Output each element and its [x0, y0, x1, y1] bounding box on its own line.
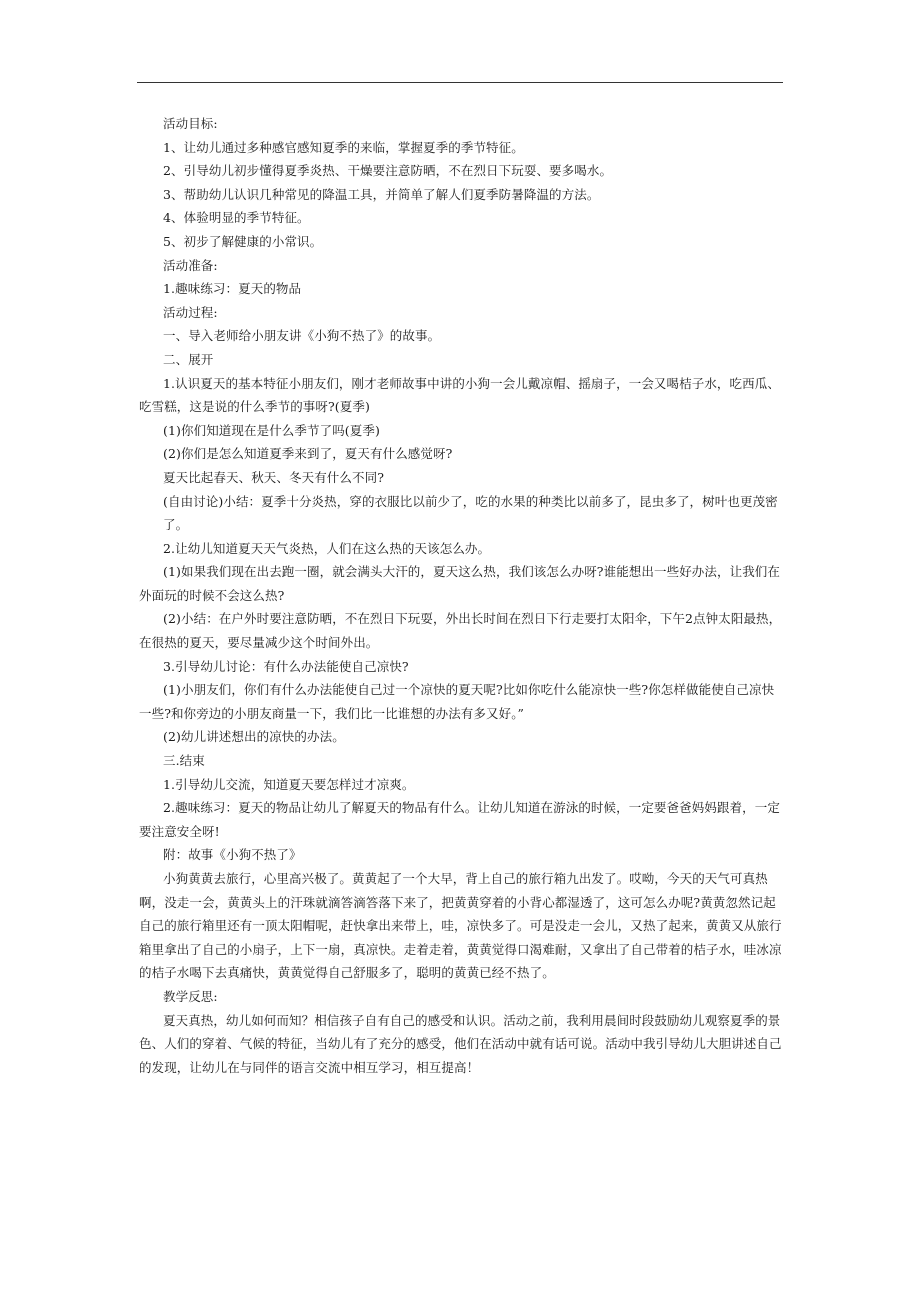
paragraph: (1)小朋友们，你们有什么办法能使自己过一个凉快的夏天呢?比如你吃什么能凉快一些?你怎样做能使自己凉快一些?和你旁边的小朋友商量一下，我们比一比谁想的办法有多又好。” [139, 682, 775, 721]
paragraph: 活动目标: [163, 116, 218, 131]
paragraph: 2.让幼儿知道夏天天气炎热，人们在这么热的天该怎么办。 [163, 540, 491, 556]
paragraph: 5、初步了解健康的小常识。 [163, 233, 323, 249]
paragraph: 4、体验明显的季节特征。 [163, 210, 310, 226]
paragraph: 活动准备: [163, 257, 218, 273]
paragraph: (自由讨论)小结：夏季十分炎热，穿的衣服比以前少了，吃的水果的种类比以前多了，昆虫多了，树叶也更茂密了。 [163, 493, 778, 533]
paragraph: 3、帮助幼儿认识几种常见的降温工具，并简单了解人们夏季防暑降温的方法。 [163, 186, 600, 202]
paragraph: 1.认识夏天的基本特征小朋友们，刚才老师故事中讲的小狗一会儿戴凉帽、摇扇子，一会又喝桔子水，吃西瓜、吃雪糕，这是说的什么季节的事呀?(夏季) [139, 375, 780, 415]
paragraph: 一、导入老师给小朋友讲《小狗不热了》的故事。 [163, 328, 441, 344]
paragraph: 夏天真热，幼儿如何而知？相信孩子自有自己的感受和认识。活动之前，我利用晨间时段鼓励幼儿观察夏季的景色、人们的穿着、气候的特征，当幼儿有了充分的感受，他们在活动中就有话可说。活动中我引导幼儿大胆讲述自己的发现，让幼儿在与同伴的语言交流中相互学习，相互提高！ [139, 1012, 782, 1075]
paragraph: (2)小结：在户外时要注意防晒，不在烈日下玩耍，外出长时间在烈日下行走要打太阳伞，下午2点钟太阳最热，在很热的夏天，要尽量减少这个时间外出。 [139, 611, 782, 651]
paragraph: 2、引导幼儿初步懂得夏季炎热、干燥要注意防晒，不在烈日下玩耍、要多喝水。 [163, 163, 613, 179]
paragraph: 夏天比起春天、秋天、冬天有什么不同? [163, 469, 385, 485]
paragraph: (1)你们知道现在是什么季节了吗(夏季) [163, 422, 380, 438]
paragraph: 三.结束 [163, 753, 205, 769]
paragraph: 2.趣味练习：夏天的物品让幼儿了解夏天的物品有什么。让幼儿知道在游泳的时候，一定要爸爸妈妈跟着，一定要注意安全呀! [139, 800, 780, 839]
paragraph: 1.引导幼儿交流，知道夏天要怎样过才凉爽。 [163, 776, 415, 792]
paragraph: 小狗黄黄去旅行，心里高兴极了。黄黄起了一个大早，背上自己的旅行箱九出发了。哎呦，今天的天气可真热啊，没走一会，黄黄头上的汗珠就滴答滴答落下来了，把黄黄穿着的小背心都湿透了，这可怎么办呢?黄黄忽然记起自己的旅行箱里还有一顶太阳帽呢，赶快拿出来带上，哇，凉快多了。可是没走一会儿，又热了起来，黄黄又从旅行箱里拿出了自己的小扇子，上下一扇，真凉快。走着走着，黄黄觉得口渴难耐，又拿出了自己带着的桔子水，哇冰凉的桔子水喝下去真痛快，黄黄觉得自己舒服多了，聪明的黄黄已经不热了。 [139, 871, 782, 981]
paragraph: 附：故事《小狗不热了》 [163, 847, 302, 863]
paragraph: 3.引导幼儿讨论：有什么办法能使自己凉快? [163, 658, 409, 674]
paragraph: 1、让幼儿通过多种感官感知夏季的来临，掌握夏季的季节特征。 [163, 139, 524, 155]
paragraph: (2)你们是怎么知道夏季来到了，夏天有什么感觉呀? [163, 446, 453, 462]
document-body [139, 112, 783, 1079]
paragraph: 二、展开 [163, 351, 214, 367]
header-rule [137, 82, 783, 83]
paragraph: 1.趣味练习：夏天的物品 [163, 281, 302, 297]
paragraph: 活动过程: [163, 304, 218, 320]
paragraph: (2)幼儿讲述想出的凉快的办法。 [163, 729, 345, 745]
paragraph: (1)如果我们现在出去跑一圈，就会满头大汗的，夏天这么热，我们该怎么办呀?谁能想出一些好办法，让我们在外面玩的时候不会这么热? [139, 564, 781, 603]
paragraph: 教学反思: [163, 988, 218, 1004]
